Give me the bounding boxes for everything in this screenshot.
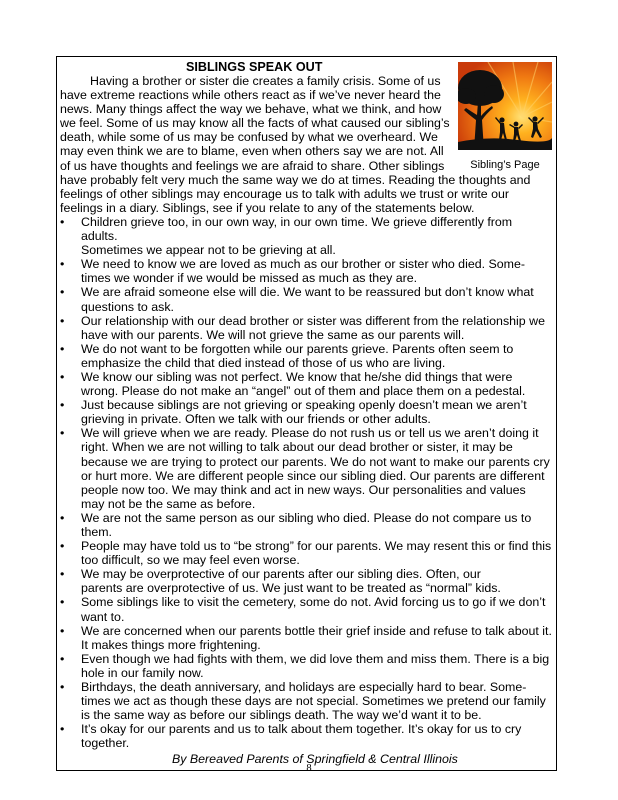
list-item xyxy=(60,215,552,257)
list-item-text: Our relationship with our dead brother or sister was different from the relationship we have with our parents. We will not grieve the same as our parents will. xyxy=(81,313,545,342)
list-item xyxy=(60,680,552,722)
list-item xyxy=(60,370,552,398)
list-item-text: We are not the same person as our sibling who died. Please do not compare us to them. xyxy=(81,510,532,539)
bullet-icon: • xyxy=(60,595,65,610)
list-item-text: We are concerned when our parents bottle their grief inside and refuse to talk about it. It makes things more frightening. xyxy=(81,623,552,652)
bullet-icon: • xyxy=(60,539,65,554)
list-item-text: We are afraid someone else will die. We want to be reassured but don’t know what questions to ask. xyxy=(81,285,534,314)
bullet-icon: • xyxy=(60,510,65,525)
figure-caption: Sibling’s Page xyxy=(470,159,540,171)
bullet-icon: • xyxy=(60,341,65,356)
siblings-figure xyxy=(458,62,552,172)
article-credit: By Bereaved Parents of Springfield & Central Illinois xyxy=(172,751,458,766)
bullet-icon: • xyxy=(60,398,65,413)
list-item xyxy=(60,285,552,313)
silhouette-children-sunset-icon xyxy=(458,62,552,150)
list-item xyxy=(60,567,552,595)
list-item xyxy=(60,511,552,539)
bullet-icon: • xyxy=(60,722,65,737)
list-item-text: We will grieve when we are ready. Please do not rush us or tell us we aren’t doing it right. When we are not willing to talk about our dead brother or sister, it may be because we are trying to protect our parents. We do not want to make our parents cry or hurt more. We are different people since our sibling died. Our parents are different people now too. We may think and act in new ways. Our personalities and values may not be the same as before. xyxy=(81,426,550,511)
list-item-text: We need to know we are loved as much as our brother or sister who died. Some-times we wonder if we would be missed as much as they are. xyxy=(81,257,525,286)
bullet-icon: • xyxy=(60,285,65,300)
bullet-icon: • xyxy=(60,214,65,229)
bullet-icon: • xyxy=(60,313,65,328)
bullet-icon: • xyxy=(60,623,65,638)
list-item-text: Birthdays, the death anniversary, and holidays are especially hard to bear. Some-times we act as though these days are not special. Sometimes we pretend our family is the same way as before our siblings death. The way we’d want it to be. xyxy=(81,680,546,723)
list-item-text: We do not want to be forgotten while our parents grieve. Parents often seem to emphasize the child that died instead of those of us who are living. xyxy=(81,341,514,370)
bullet-icon: • xyxy=(60,651,65,666)
list-item xyxy=(60,314,552,342)
bullet-icon: • xyxy=(60,369,65,384)
list-item-text: It’s okay for our parents and us to talk about them together. It’s okay for us to cry together. xyxy=(81,722,522,751)
list-item-text: Just because siblings are not grieving or speaking openly doesn’t mean we aren’t grieving in private. Often we talk with our friends or other adults. xyxy=(81,398,527,427)
bullet-icon: • xyxy=(60,567,65,582)
list-item xyxy=(60,257,552,285)
list-item xyxy=(60,342,552,370)
list-item-text: Even though we had fights with them, we did love them and miss them. There is a big hole in our family now. xyxy=(81,651,550,680)
list-item-text: We may be overprotective of our parents after our sibling dies. Often, our xyxy=(81,567,481,582)
list-item-text: Children grieve too, in our own way, in our own time. We grieve differently from adults. xyxy=(81,214,513,244)
page-number: 8 xyxy=(306,763,312,774)
list-item xyxy=(60,624,552,652)
list-item xyxy=(60,539,552,567)
intro-paragraph: Having a brother or sister die creates a family crisis. Some of us have extreme reactions while others react as if we’ve never heard the news. Many things affect the way we behave, what we think, and how we feel. Some of us may know all the facts of what caused our sibling’s death, while some of us may be confused by what we overheard. We may even think we are to blame, even when others say we are not. All of us have thoughts and feelings we are afraid to share. Other siblings have probably felt very much the same way we do at times. Reading the thoughts and feelings of other siblings may encourage us to talk with adults we trust or write our feelings in a diary. Siblings, see if you relate to any of the statements below. xyxy=(60,74,531,215)
list-item xyxy=(60,595,552,623)
list-item xyxy=(60,652,552,680)
statement-list xyxy=(60,215,552,751)
list-item xyxy=(60,398,552,426)
newsletter-article xyxy=(60,60,552,768)
list-item xyxy=(60,426,552,511)
bullet-icon: • xyxy=(60,680,65,695)
bullet-icon: • xyxy=(60,257,65,272)
list-item-text: parents are overprotective of us. We just want to be treated as “normal” kids. xyxy=(81,581,501,596)
list-item-text: We know our sibling was not perfect. We know that he/she did things that were wrong. Please do not make an “angel” out of them and place them on a pedestal. xyxy=(81,369,526,399)
bullet-icon: • xyxy=(60,426,65,441)
list-item xyxy=(60,722,552,750)
list-item-text: Sometimes we appear not to be grieving at all. xyxy=(81,243,336,258)
article-title: SIBLINGS SPEAK OUT xyxy=(186,60,323,74)
list-item-text: Some siblings like to visit the cemetery, some do not. Avid forcing us to go if we don’t want to. xyxy=(81,595,546,624)
list-item-text: People may have told us to “be strong” for our parents. We may resent this or find this too difficult, so we may feel even worse. xyxy=(81,539,552,568)
